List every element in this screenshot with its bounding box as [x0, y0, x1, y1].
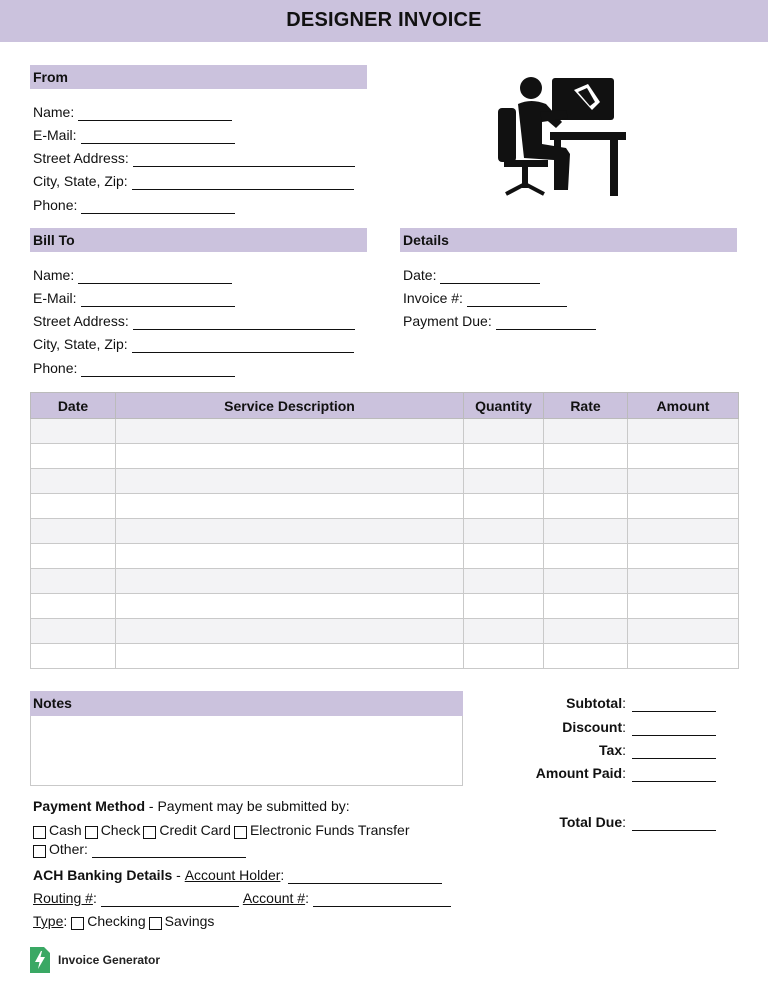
field-label: City, State, Zip: [33, 336, 128, 352]
subtotal-label: Subtotal [566, 695, 623, 711]
field-label: Phone: [33, 360, 78, 376]
field-label: City, State, Zip: [33, 173, 128, 189]
tax-label: Tax [599, 742, 623, 758]
table-cell[interactable] [116, 619, 464, 644]
field-label: Name: [33, 267, 75, 283]
amount-paid-label: Amount Paid [535, 765, 623, 781]
total-due-label: Total Due [559, 814, 623, 830]
email-input-line[interactable] [81, 129, 235, 144]
table-cell[interactable] [544, 644, 628, 669]
table-cell[interactable] [116, 519, 464, 544]
billto-name-row[interactable] [33, 266, 232, 284]
tax-input-line[interactable] [632, 744, 716, 759]
city-input-line[interactable] [132, 338, 354, 353]
cash-label: Cash [49, 822, 82, 838]
ach-separator: - [172, 867, 185, 883]
phone-input-line[interactable] [81, 199, 235, 214]
discount-label: Discount [562, 719, 623, 735]
field-label: E-Mail: [33, 127, 77, 143]
table-cell[interactable] [116, 644, 464, 669]
page-title: DESIGNER INVOICE [286, 9, 482, 31]
routing-input-line[interactable] [101, 892, 239, 907]
table-cell[interactable] [31, 419, 116, 444]
city-input-line[interactable] [132, 175, 354, 190]
field-label: Name: [33, 104, 75, 120]
table-cell[interactable] [544, 444, 628, 469]
table-cell[interactable] [31, 544, 116, 569]
table-cell[interactable] [464, 619, 544, 644]
table-cell[interactable] [31, 644, 116, 669]
table-cell[interactable] [628, 444, 739, 469]
table-cell[interactable] [464, 594, 544, 619]
table-row [31, 419, 739, 444]
table-cell[interactable] [464, 419, 544, 444]
table-row [31, 644, 739, 669]
items-table [30, 392, 739, 669]
table-cell[interactable] [31, 444, 116, 469]
table-row [31, 544, 739, 569]
billto-phone-row[interactable] [33, 359, 235, 377]
from-street-row[interactable] [33, 149, 355, 167]
field-label: Payment Due: [403, 313, 492, 329]
field-label: Street Address: [33, 313, 129, 329]
table-cell[interactable] [544, 619, 628, 644]
table-row [31, 594, 739, 619]
table-cell[interactable] [544, 544, 628, 569]
cash-checkbox[interactable] [33, 826, 46, 839]
payment-method-label: Payment Method [33, 798, 146, 814]
payment-options-row [33, 821, 409, 839]
amount-paid-input-line[interactable] [632, 767, 716, 782]
table-cell[interactable] [628, 569, 739, 594]
tax-row[interactable]: Tax : [480, 741, 716, 759]
account-label: Account # [242, 890, 306, 906]
table-cell[interactable] [464, 519, 544, 544]
payment-other-row [33, 840, 246, 858]
table-cell[interactable] [544, 594, 628, 619]
table-cell[interactable] [544, 419, 628, 444]
from-email-row[interactable] [33, 126, 235, 144]
table-cell[interactable] [31, 619, 116, 644]
checking-checkbox[interactable] [71, 917, 84, 930]
table-cell[interactable] [464, 569, 544, 594]
table-cell[interactable] [628, 619, 739, 644]
total-due-input-line[interactable] [632, 816, 716, 831]
table-row [31, 519, 739, 544]
table-cell[interactable] [464, 444, 544, 469]
from-phone-row[interactable] [33, 196, 235, 214]
savings-label: Savings [164, 913, 215, 929]
table-cell[interactable] [628, 469, 739, 494]
from-heading: From [30, 65, 367, 89]
eft-label: Electronic Funds Transfer [249, 822, 410, 838]
table-header-row [31, 393, 739, 419]
table-cell[interactable] [31, 594, 116, 619]
table-cell[interactable] [464, 494, 544, 519]
table-row [31, 494, 739, 519]
table-cell[interactable] [628, 419, 739, 444]
table-row [31, 469, 739, 494]
field-label: Phone: [33, 197, 78, 213]
table-cell[interactable] [116, 494, 464, 519]
account-holder-label: Account Holder [184, 867, 281, 883]
table-cell[interactable] [628, 519, 739, 544]
date-input-line[interactable] [440, 269, 540, 284]
details-date-row[interactable] [403, 266, 540, 284]
other-input-line[interactable] [92, 843, 246, 858]
routing-account-row: Routing # : Account # : [33, 889, 451, 907]
account-input-line[interactable] [313, 892, 451, 907]
from-city-row[interactable] [33, 172, 354, 190]
other-label: Other: [49, 841, 88, 857]
billto-email-row[interactable] [33, 289, 235, 307]
payment-method-note: - Payment may be submitted by: [145, 798, 350, 814]
subtotal-row[interactable]: Subtotal : [480, 694, 716, 712]
table-cell[interactable] [116, 469, 464, 494]
table-cell[interactable] [544, 519, 628, 544]
street-input-line[interactable] [133, 315, 355, 330]
table-cell[interactable] [464, 644, 544, 669]
table-cell[interactable] [544, 494, 628, 519]
table-cell[interactable] [464, 469, 544, 494]
table-cell[interactable] [31, 494, 116, 519]
street-input-line[interactable] [133, 152, 355, 167]
table-cell[interactable] [116, 419, 464, 444]
table-cell[interactable] [628, 594, 739, 619]
ach-label: ACH Banking Details [33, 867, 173, 883]
billto-city-row[interactable] [33, 335, 354, 353]
field-label: E-Mail: [33, 290, 77, 306]
table-cell[interactable] [628, 644, 739, 669]
table-cell[interactable] [31, 519, 116, 544]
invoice-number-input-line[interactable] [467, 292, 567, 307]
field-label: Street Address: [33, 150, 129, 166]
subtotal-input-line[interactable] [632, 697, 716, 712]
amount-paid-row[interactable]: Amount Paid : [480, 764, 716, 782]
discount-row[interactable]: Discount : [480, 718, 716, 736]
table-row [31, 444, 739, 469]
email-input-line[interactable] [81, 292, 235, 307]
discount-input-line[interactable] [632, 721, 716, 736]
column-header-description: Service Description [116, 393, 464, 419]
table-cell[interactable] [544, 469, 628, 494]
type-label: Type [33, 913, 64, 929]
routing-label: Routing # [33, 890, 93, 906]
details-heading: Details [400, 228, 737, 252]
table-cell[interactable] [116, 444, 464, 469]
phone-input-line[interactable] [81, 362, 235, 377]
payment-due-input-line[interactable] [496, 315, 596, 330]
details-invoice-row[interactable] [403, 289, 567, 307]
ach-row: ACH Banking Details - Account Holder : [33, 866, 442, 884]
field-label: Date: [403, 267, 437, 283]
notes-textarea[interactable] [30, 716, 463, 786]
column-header-rate: Rate [544, 393, 628, 419]
credit-card-checkbox[interactable] [143, 826, 156, 839]
table-cell[interactable] [628, 544, 739, 569]
name-input-line[interactable] [78, 106, 232, 121]
from-name-row[interactable] [33, 103, 232, 121]
invoice-generator-logo-icon [30, 947, 50, 973]
table-cell[interactable] [628, 494, 739, 519]
name-input-line[interactable] [78, 269, 232, 284]
bill-to-heading: Bill To [30, 228, 367, 252]
eft-checkbox[interactable] [234, 826, 247, 839]
payment-method-row [33, 797, 350, 815]
details-payment-due-row[interactable] [403, 312, 596, 330]
column-header-quantity: Quantity [464, 393, 544, 419]
table-cell[interactable] [464, 544, 544, 569]
footer-brand[interactable]: Invoice Generator [58, 953, 161, 967]
table-row [31, 619, 739, 644]
designer-at-desk-icon [496, 74, 630, 198]
notes-heading: Notes [30, 691, 463, 716]
account-holder-input-line[interactable] [288, 869, 442, 884]
table-row [31, 569, 739, 594]
column-header-date: Date [31, 393, 116, 419]
field-label: Invoice #: [403, 290, 463, 306]
total-due-row[interactable]: Total Due : [480, 813, 716, 831]
check-label: Check [100, 822, 141, 838]
column-header-amount: Amount [628, 393, 739, 419]
table-cell[interactable] [116, 569, 464, 594]
table-cell[interactable] [31, 469, 116, 494]
table-cell[interactable] [116, 544, 464, 569]
billto-street-row[interactable] [33, 312, 355, 330]
account-type-row: Type : Checking Savings [33, 913, 215, 929]
table-cell[interactable] [31, 569, 116, 594]
savings-checkbox[interactable] [149, 917, 162, 930]
credit-card-label: Credit Card [159, 822, 231, 838]
table-cell[interactable] [544, 569, 628, 594]
table-cell[interactable] [116, 594, 464, 619]
checking-label: Checking [87, 913, 146, 929]
other-checkbox[interactable] [33, 845, 46, 858]
check-checkbox[interactable] [85, 826, 98, 839]
